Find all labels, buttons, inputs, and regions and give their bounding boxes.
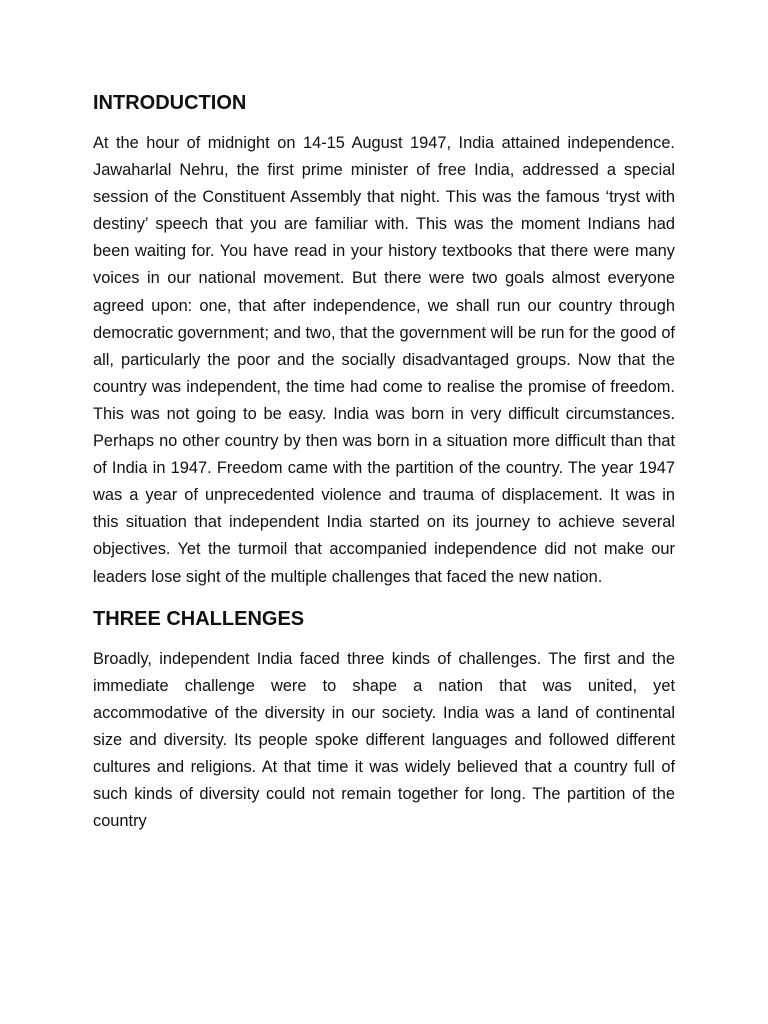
three-challenges-heading: THREE CHALLENGES: [93, 607, 305, 630]
three-challenges-paragraph: Broadly, independent India faced three kinds of challenges. The first and the immediate challenge were to shape a nation that was united, yet accommodative of the diversity in our society. India was a land of continental size and diversity. Its people spoke different languages and followed different cultures and religions. At that time it was widely believed that a country full of such kinds of diversity could not remain together for long. The partition of the country: [93, 649, 675, 831]
introduction-heading: INTRODUCTION: [93, 92, 247, 114]
introduction-section: [93, 88, 675, 591]
document-page: [93, 88, 675, 835]
three-challenges-section: [93, 604, 675, 836]
introduction-paragraph: At the hour of midnight on 14-15 August 1947, India attained independence. Jawaharlal Nehru, the first prime minister of free India, addressed a special session of the Constituent Assembly that night. This was the famous ‘tryst with destiny’ speech that you are familiar with. This was the moment Indians had been waiting for. You have read in your history textbooks that there were many voices in our national movement. But there were two goals almost everyone agreed upon: one, that after independence, we shall run our country through democratic government; and two, that the government will be run for the good of all, particularly the poor and the socially disadvantaged groups. Now that the country was independent, the time had come to realise the promise of freedom. This was not going to be easy. India was born in very difficult circumstances. Perhaps no other country by then was born in a situation more difficult than that of India in 1947. Freedom came with the partition of the country. The year 1947 was a year of unprecedented violence and trauma of displacement. It was in this situation that independent India started on its journey to achieve several objectives. Yet the turmoil that accompanied independence did not make our leaders lose sight of the multiple challenges that faced the new nation.: [93, 134, 675, 586]
